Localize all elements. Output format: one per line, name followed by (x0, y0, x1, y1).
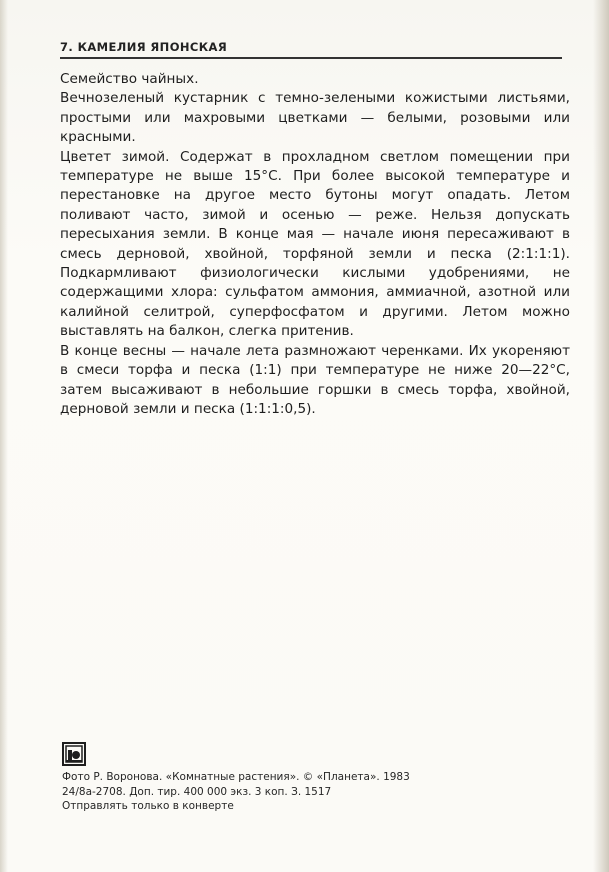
publisher-logo-icon (62, 742, 86, 766)
page-title: 7. КАМЕЛИЯ ЯПОНСКАЯ (60, 40, 228, 54)
paper-edge-right (593, 0, 609, 872)
header (60, 40, 560, 54)
paragraph-family: Семейство чайных. (60, 71, 199, 87)
paragraph-propagation: В конце весны — начале лета размножают черенками. Их укореняют в смеси торфа и песка (1:1) при температуре не ниже 20—22°С, затем высаживают в небольшие горшки в смесь торфа, хвойной, дерновой земли и песка (1:1:1:0,5). (60, 342, 570, 417)
description-text (60, 70, 570, 419)
imprint (62, 770, 522, 814)
header-divider (60, 57, 562, 59)
paper-edge-left (0, 0, 8, 872)
imprint-line-mailing-note: Отправлять только в конверте (62, 800, 234, 812)
imprint-line-print-run: 24/8а-2708. Доп. тир. 400 000 экз. 3 коп. З. 1517 (62, 785, 332, 798)
paragraph-description: Вечнозеленый кустарник с темно-зелеными кожистыми листьями, простыми или махровыми цветками — белыми, розовыми или красными. (60, 90, 570, 146)
imprint-line-credits: Фото Р. Воронова. «Комнатные растения». © «Планета». 1983 (62, 771, 410, 783)
paragraph-care: Цветет зимой. Содержат в прохладном светлом помещении при температуре не выше 15°С. При более высокой температуре и перестановке на другое место бутоны могут опадать. Летом поливают часто, зимой и осенью — реже. Нельзя допускать пересыхания земли. В конце мая — начале июня пересаживают в смесь дерновой, хвойной, торфяной земли и песка (2:1:1:1). Подкармливают физиологически кислыми удобрениями, не содержащими хлора: сульфатом аммония, аммиачной, азотной или калийной селитрой, суперфосфатом и другими. Летом можно выставлять на балкон, слегка притенив. (60, 148, 570, 340)
